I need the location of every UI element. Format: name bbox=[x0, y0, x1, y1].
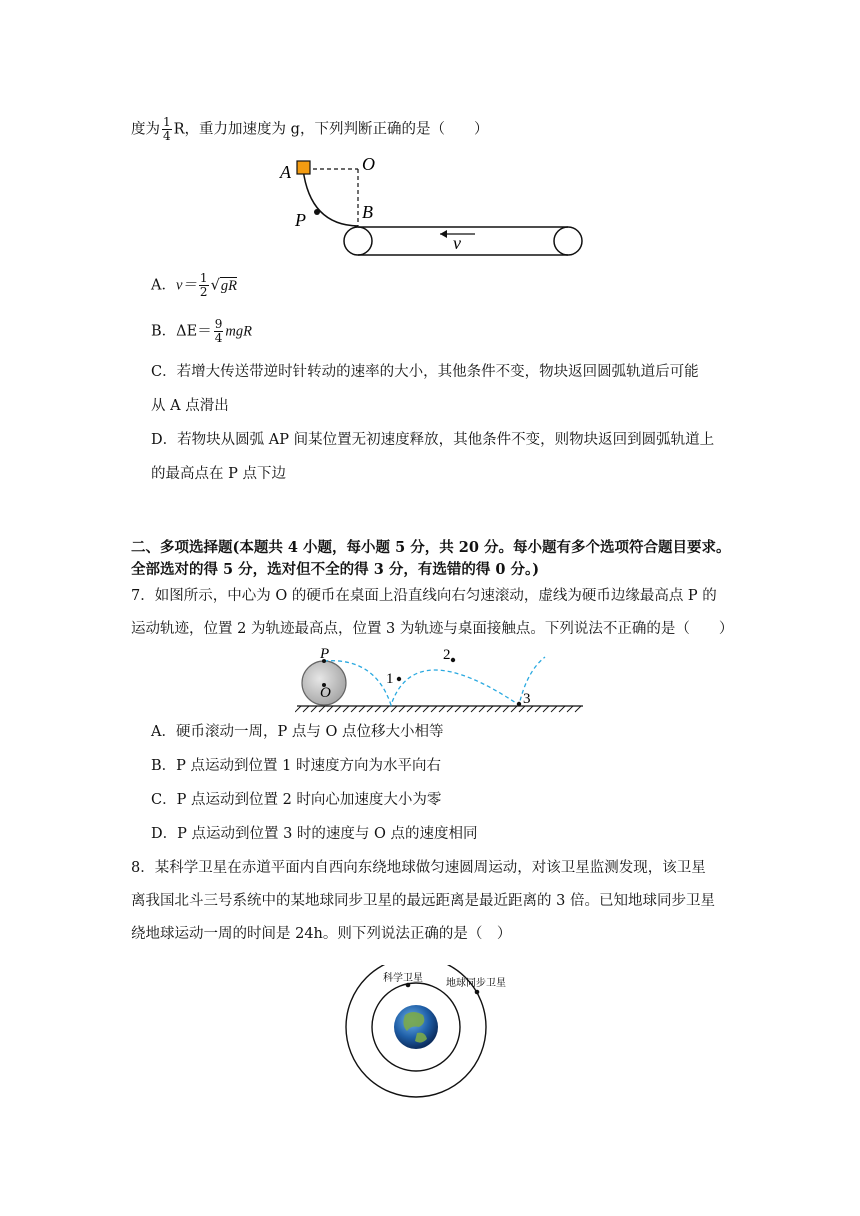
section2-header-line2: 全部选对的得 5 分，选对但不全的得 3 分，有选错的得 0 分。) bbox=[131, 561, 540, 578]
option-a-fraction bbox=[199, 272, 209, 299]
q6-conveyor-figure bbox=[270, 150, 600, 265]
q6-stem-post: R，重力加速度为 g，下列判断正确的是（ ） bbox=[173, 121, 489, 138]
q8-orbit-figure bbox=[335, 965, 525, 1100]
section2-header-line1: 二、多项选择题(本题共 4 小题，每小题 5 分，共 20 分。每小题有多个选项符合题目要求。 bbox=[131, 539, 731, 556]
pulley-left bbox=[344, 227, 372, 255]
position-2-dot bbox=[451, 658, 455, 662]
label-2: 2 bbox=[443, 647, 451, 663]
label-geo-satellite: 地球同步卫星 bbox=[446, 978, 506, 989]
q6-option-a: A．v＝ $\frac{1}{2}$ √gR bbox=[151, 271, 237, 299]
option-b-frac-den: 4 bbox=[214, 331, 223, 345]
q6-stem bbox=[131, 116, 488, 143]
q7-option-a: A．硬币滚动一周，P 点与 O 点位移大小相等 bbox=[151, 724, 444, 740]
arc-track bbox=[303, 169, 358, 226]
q7-coin-figure bbox=[295, 643, 585, 715]
option-b-fraction bbox=[214, 318, 224, 345]
q6-option-c-line2: 从 A 点滑出 bbox=[151, 398, 229, 414]
q7-option-c: C．P 点运动到位置 2 时向心加速度大小为零 bbox=[151, 792, 442, 808]
q6-frac-den: 4 bbox=[163, 129, 171, 143]
label-p: P bbox=[320, 646, 330, 662]
q6-option-b bbox=[151, 318, 252, 345]
option-a-radicand: gR bbox=[220, 277, 237, 294]
option-b-frac-num: 9 bbox=[214, 317, 223, 331]
label-1: 1 bbox=[386, 671, 394, 687]
label-3: 3 bbox=[523, 691, 531, 707]
label-o: O bbox=[320, 685, 331, 701]
option-b-letter: B． bbox=[151, 323, 177, 340]
option-b-lhs: ΔE＝ bbox=[176, 323, 212, 340]
pulley-right bbox=[554, 227, 582, 255]
q6-frac-num: 1 bbox=[163, 115, 171, 129]
q6-option-d-line2: 的最高点在 P 点下边 bbox=[151, 466, 286, 482]
q7-stem-line2: 运动轨迹，位置 2 为轨迹最高点，位置 3 为轨迹与桌面接触点。下列说法不正确的是（ ） bbox=[131, 621, 734, 637]
label-a: A bbox=[280, 162, 291, 182]
label-o: O bbox=[362, 154, 375, 174]
cycloid-trajectory bbox=[324, 657, 545, 705]
earth-icon bbox=[394, 1005, 438, 1049]
option-a-letter: A． bbox=[151, 277, 176, 294]
q6-fraction bbox=[162, 116, 172, 143]
label-b: B bbox=[362, 202, 373, 222]
point-p bbox=[314, 209, 320, 215]
q7-option-d: D．P 点运动到位置 3 时的速度与 O 点的速度相同 bbox=[151, 826, 478, 842]
q6-stem-pre: 度为 bbox=[131, 121, 160, 138]
velocity-arrow-head bbox=[440, 230, 447, 238]
geo-satellite-dot bbox=[475, 990, 480, 995]
q8-stem-line1: 8．某科学卫星在赤道平面内自西向东绕地球做匀速圆周运动，对该卫星监测发现，该卫星 bbox=[131, 860, 706, 876]
option-a-frac-num: 1 bbox=[199, 271, 208, 285]
label-p: P bbox=[295, 210, 306, 230]
position-3-dot bbox=[517, 702, 521, 706]
position-1-dot bbox=[397, 677, 401, 681]
q8-stem-line2: 离我国北斗三号系统中的某地球同步卫星的最远距离是最近距离的 3 倍。已知地球同步卫星 bbox=[131, 893, 715, 909]
q6-option-c-line1: C．若增大传送带逆时针转动的速率的大小，其他条件不变，物块返回圆弧轨道后可能 bbox=[151, 364, 699, 380]
q8-stem-line3: 绕地球运动一周的时间是 24h。则下列说法正确的是（ ） bbox=[131, 926, 512, 942]
table-hatching bbox=[295, 706, 581, 712]
option-b-rhs: mgR bbox=[225, 323, 252, 340]
q7-stem-line1: 7．如图所示，中心为 O 的硬币在桌面上沿直线向右匀速滚动，虚线为硬币边缘最高点 P 的 bbox=[131, 588, 717, 604]
block-square bbox=[297, 161, 310, 174]
q6-option-d-line1: D．若物块从圆弧 AP 间某位置无初速度释放，其他条件不变，则物块返回到圆弧轨道上 bbox=[151, 432, 715, 448]
label-science-satellite: 科学卫星 bbox=[383, 973, 423, 984]
label-v: v bbox=[453, 233, 461, 253]
option-a-frac-den: 2 bbox=[199, 285, 208, 299]
option-a-lhs: v＝ bbox=[175, 277, 197, 294]
q7-option-b: B．P 点运动到位置 1 时速度方向为水平向右 bbox=[151, 758, 441, 774]
